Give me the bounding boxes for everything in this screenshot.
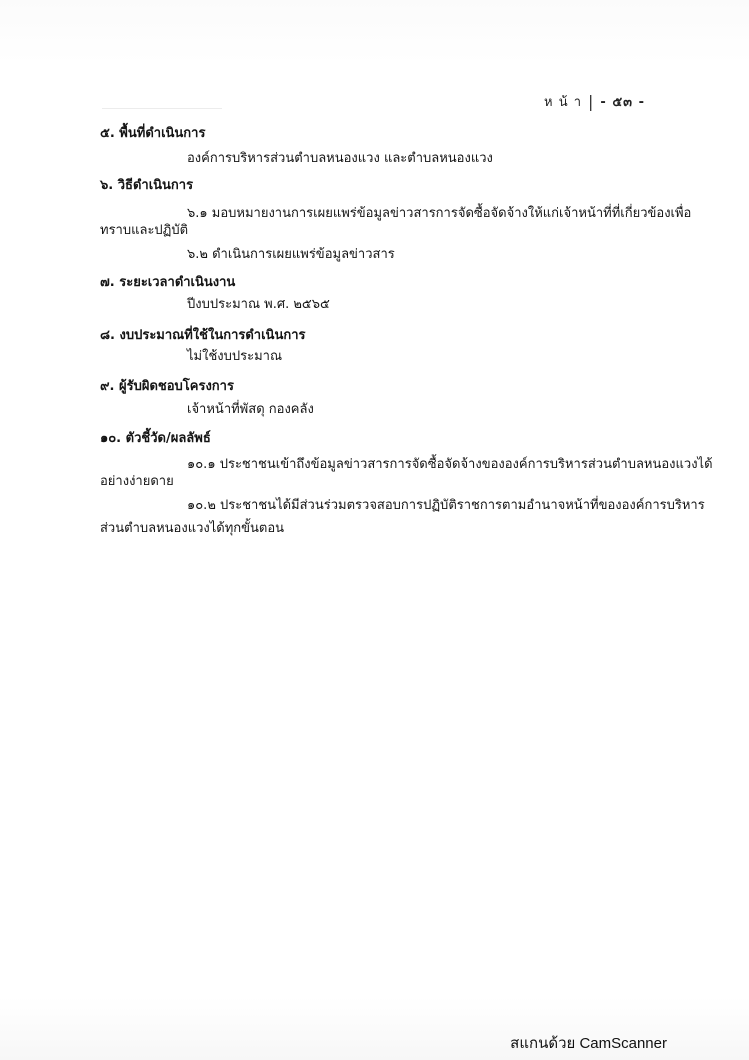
scanner-watermark: สแกนด้วย CamScanner [510,1035,667,1052]
section-text: ส่วนตำบลหนองแวงได้ทุกขั้นตอน [100,521,285,536]
section-heading-responsible: ๙. ผู้รับผิดชอบโครงการ [100,379,234,394]
section-text: ปีงบประมาณ พ.ศ. ๒๕๖๕ [187,297,330,312]
section-text: ๖.๑ มอบหมายงานการเผยแพร่ข้อมูลข่าวสารการจัดซื้อจัดจ้างให้แก่เจ้าหน้าที่ที่เกี่ยวข้องเพื่อ [187,206,692,221]
section-heading-duration: ๗. ระยะเวลาดำเนินงาน [100,275,236,290]
section-text: ทราบและปฏิบัติ [100,223,189,238]
scan-artifact [102,108,222,109]
section-text: ๑๐.๑ ประชาชนเข้าถึงข้อมูลข่าวสารการจัดซื้อจัดจ้างขององค์การบริหารส่วนตำบลหนองแวงได้ [187,457,713,472]
section-text: ๖.๒ ดำเนินการเผยแพร่ข้อมูลข่าวสาร [187,247,395,262]
section-text: เจ้าหน้าที่พัสดุ กองคลัง [187,402,314,417]
section-text: ๑๐.๒ ประชาชนได้มีส่วนร่วมตรวจสอบการปฏิบัติราชการตามอำนาจหน้าที่ขององค์การบริหาร [187,498,705,513]
section-text: องค์การบริหารส่วนตำบลหนองแวง และตำบลหนองแวง [187,151,493,166]
page-number: - ๕๓ - [600,95,645,110]
section-heading-area: ๕. พื้นที่ดำเนินการ [100,126,206,141]
section-text: อย่างง่ายดาย [100,474,174,489]
section-heading-budget: ๘. งบประมาณที่ใช้ในการดำเนินการ [100,328,306,343]
page-number-header [544,91,645,112]
section-heading-method: ๖. วิธีดำเนินการ [100,178,194,193]
page-separator: | [588,92,595,111]
section-text: ไม่ใช้งบประมาณ [187,349,283,364]
page-label: ห น้ า [544,95,583,110]
section-heading-indicators: ๑๐. ตัวชี้วัด/ผลลัพธ์ [100,431,211,446]
